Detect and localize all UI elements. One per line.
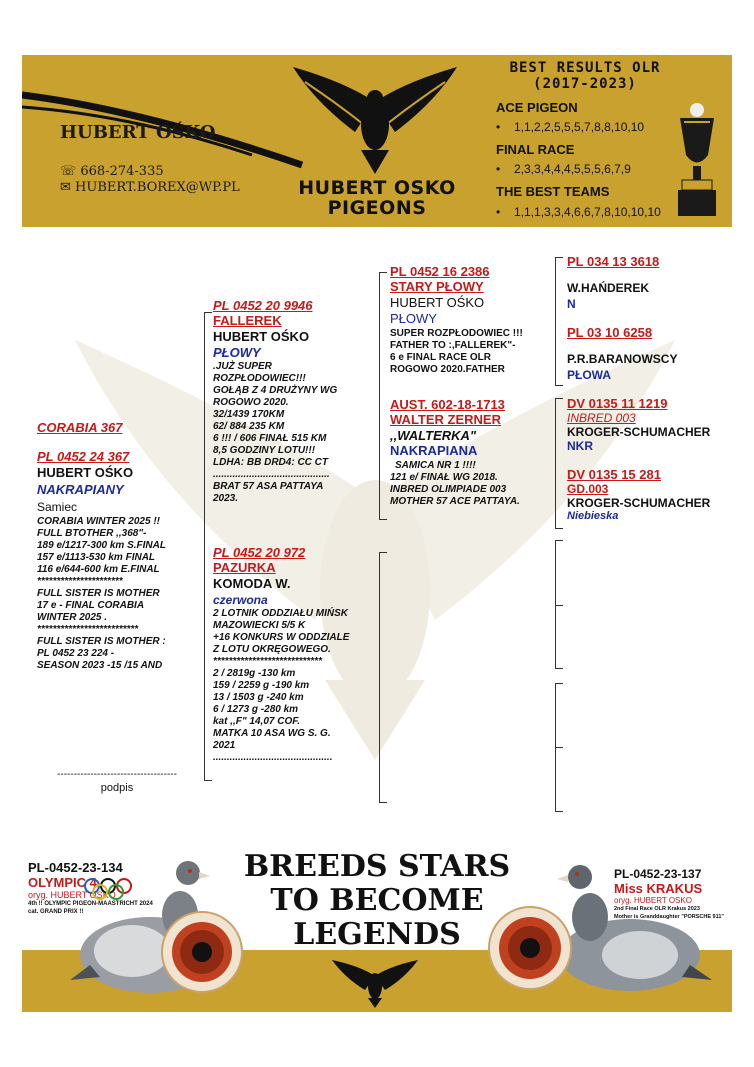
bracket-tick — [379, 802, 387, 803]
brand-name: HUBERT OSKO PIGEONS — [298, 177, 456, 219]
bracket-tick — [555, 747, 563, 748]
ss-name: STARY PŁOWY — [390, 279, 484, 294]
trophy-icon — [672, 100, 722, 222]
results-title: BEST RESULTS OLR (2017-2023) — [509, 60, 661, 92]
sire-card — [213, 298, 373, 505]
ss-breeder: HUBERT OŚKO — [390, 295, 485, 310]
bracket-tick — [555, 528, 563, 529]
email: ✉ HUBERT.BOREX@WP.PL — [60, 180, 240, 195]
mail-icon: ✉ — [60, 180, 76, 195]
ss-color: PŁOWY — [390, 311, 437, 326]
owner-name: HUBERT OŚKO — [60, 122, 216, 143]
left-title: OLYMPIC 4 — [28, 875, 97, 890]
subject-title: CORABIA 367 — [37, 420, 123, 435]
right-title: Miss KRAKUS — [614, 881, 703, 896]
dam-name: PAZURKA — [213, 560, 276, 575]
bracket-tick — [555, 683, 563, 684]
bracket-tick — [555, 540, 563, 541]
sd-ring: AUST. 602-18-1713 — [390, 397, 505, 412]
bracket-sire-parents — [379, 272, 380, 519]
left-orig: oryg. HUBERT OSKO — [28, 890, 116, 900]
ace-label: ACE PIGEON — [496, 100, 578, 115]
bracket-tick — [555, 605, 563, 606]
phone: ☏ 668-274-335 — [60, 164, 164, 179]
slogan: BREEDS STARS TO BECOME LEGENDS — [243, 849, 511, 952]
dam-ring: PL 0452 20 972 — [213, 545, 306, 560]
subject-color: NAKRAPIANY — [37, 482, 124, 497]
bracket-tick — [379, 552, 387, 553]
sdd-color: Niebieska — [567, 510, 619, 522]
right-orig: oryg. HUBERT OSKO — [614, 896, 692, 905]
bracket-tick — [555, 668, 563, 669]
sdd-card — [567, 467, 737, 522]
ssd-ring: PL 03 10 6258 — [567, 325, 653, 340]
sd-nick: ,,WALTERKA" — [390, 428, 477, 443]
subject-breeder: HUBERT OŚKO — [37, 465, 134, 480]
right-ring: PL-0452-23-137 — [614, 867, 702, 881]
subject-notes: CORABIA WINTER 2025 !! FULL BTOTHER ,,368"- 189 e/1217-300 km S.FINAL 157 e/1113-530 km FINAL 116 e/644-600 km E.FINAL ********************** FULL SISTER IS MOTHER 17 e - FINAL CORABIA WINTER 2025 . ************************** FULL SISTER IS MOTHER : PL 0452 23 224 - SEASON 2023 -15 /15 AND — [37, 516, 166, 671]
ssd-card — [567, 325, 727, 382]
signature-area: ------------------------------------ podpis — [57, 769, 177, 794]
bracket-tick — [555, 811, 563, 812]
ss-notes: SUPER ROZPŁODOWIEC !!! FATHER TO :,FALLEREK"- 6 e FINAL RACE OLR ROGOWO 2020.FATHER — [390, 328, 523, 375]
right-desc: 2nd Final Race OLR Krakus 2023 Mother is Granddaughter "PORSCHE 911" — [614, 906, 725, 920]
sdd-breeder: KROGER-SCHUMACHER — [567, 496, 711, 510]
ssd-color: PŁOWA — [567, 368, 611, 382]
bracket-tick — [379, 272, 387, 273]
bracket-tick — [555, 385, 563, 386]
phone-icon: ☏ — [60, 164, 81, 179]
sire-color: PŁOWY — [213, 345, 261, 360]
bracket-ds-parents — [555, 540, 556, 668]
sds-breeder: KROGER-SCHUMACHER — [567, 425, 711, 439]
bracket-sd-parents — [555, 398, 556, 528]
pigeon-eye-right-icon — [487, 905, 573, 991]
subject-ring: PL 0452 24 367 — [37, 449, 130, 464]
dam-notes: 2 LOTNIK ODDZIAŁU MIŃSK MAZOWIECKI 5/5 K +16 KONKURS W ODDZIALE Z LOTU OKRĘGOWEGO. **************************** 2 / 2819g -130 km 159 / 2259 g -190 km 13 / 1503 g -240 km 6 / 1273 g -280 km kat ,,F" 14,07 COF. MATKA 10 ASA WG S. G. 2021 ........................................... — [213, 608, 350, 763]
left-desc: 4th !! OLYMPIC PIGEON-MAASTRICHT 2024 cat. GRAND PRIX !! — [28, 901, 153, 915]
ssd-breeder: P.R.BARANOWSCY — [567, 352, 678, 366]
dam-color: czerwona — [213, 593, 268, 607]
ss-ring: PL 0452 16 2386 — [390, 264, 490, 279]
sd-name: WALTER ZERNER — [390, 412, 501, 427]
bracket-tick — [555, 257, 563, 258]
sd-notes: SAMICA NR 1 !!!! 121 e/ FINAŁ WG 2018. INBRED OLIMPIADE 003 MOTHER 57 ACE PATTAYA. — [390, 460, 520, 507]
final-label: FINAL RACE — [496, 142, 575, 157]
ss-card — [390, 264, 550, 376]
sss-ring: PL 034 13 3618 — [567, 254, 660, 269]
sire-breeder: HUBERT OŚKO — [213, 329, 310, 344]
sire-ring: PL 0452 20 9946 — [213, 298, 313, 313]
eagle-logo-icon — [285, 62, 465, 177]
subject-card — [37, 449, 202, 672]
bracket-tick — [555, 398, 563, 399]
sd-color: NAKRAPIANA — [390, 443, 478, 458]
dam-card — [213, 545, 378, 764]
bracket-parents — [204, 312, 205, 780]
sire-name: FALLEREK — [213, 313, 282, 328]
sss-card — [567, 254, 727, 311]
bracket-tick — [379, 519, 387, 520]
pigeon-eye-left-icon — [160, 910, 244, 994]
subject-sex: Samiec — [37, 500, 78, 514]
sss-breeder: W.HAŃDEREK — [567, 281, 650, 295]
sdd-ring: DV 0135 15 281 — [567, 467, 661, 482]
bracket-tick — [204, 312, 212, 313]
sd-card — [390, 397, 550, 508]
sds-tag: INBRED 003 — [567, 411, 636, 425]
sss-color: N — [567, 297, 576, 311]
bracket-dam-parents — [379, 552, 380, 802]
teams-values: • 1,1,1,3,3,4,6,6,7,8,10,10,10 — [496, 205, 661, 219]
sire-notes: .JUŻ SUPER ROZPŁODOWIEC!!! GOŁĄB Z 4 DRUŻYNY WG ROGOWO 2020. 32/1439 170KM 62/ 884 235 KM 6 !!! / 606 FINAŁ 515 KM 8,5 GODZINY LOTU!!! LDHA: BB DRD4: CC CT .......................................... BRAT 57 ASA PATTAYA 2023. — [213, 361, 338, 504]
sdd-tag: GD.003 — [567, 482, 609, 496]
ace-values: • 1,1,2,2,5,5,5,7,8,8,10,10 — [496, 120, 645, 134]
sds-card — [567, 396, 737, 453]
bracket-ss-parents — [555, 257, 556, 385]
sds-ring: DV 0135 11 1219 — [567, 396, 668, 411]
bracket-tick — [204, 780, 212, 781]
eagle-small-icon — [330, 958, 420, 1008]
left-ring: PL-0452-23-134 — [28, 860, 123, 875]
teams-label: THE BEST TEAMS — [496, 184, 610, 199]
final-values: • 2,3,3,4,4,4,5,5,5,6,7,9 — [496, 162, 631, 176]
sds-color: NKR — [567, 439, 593, 453]
dam-breeder: KOMODA W. — [213, 576, 291, 591]
